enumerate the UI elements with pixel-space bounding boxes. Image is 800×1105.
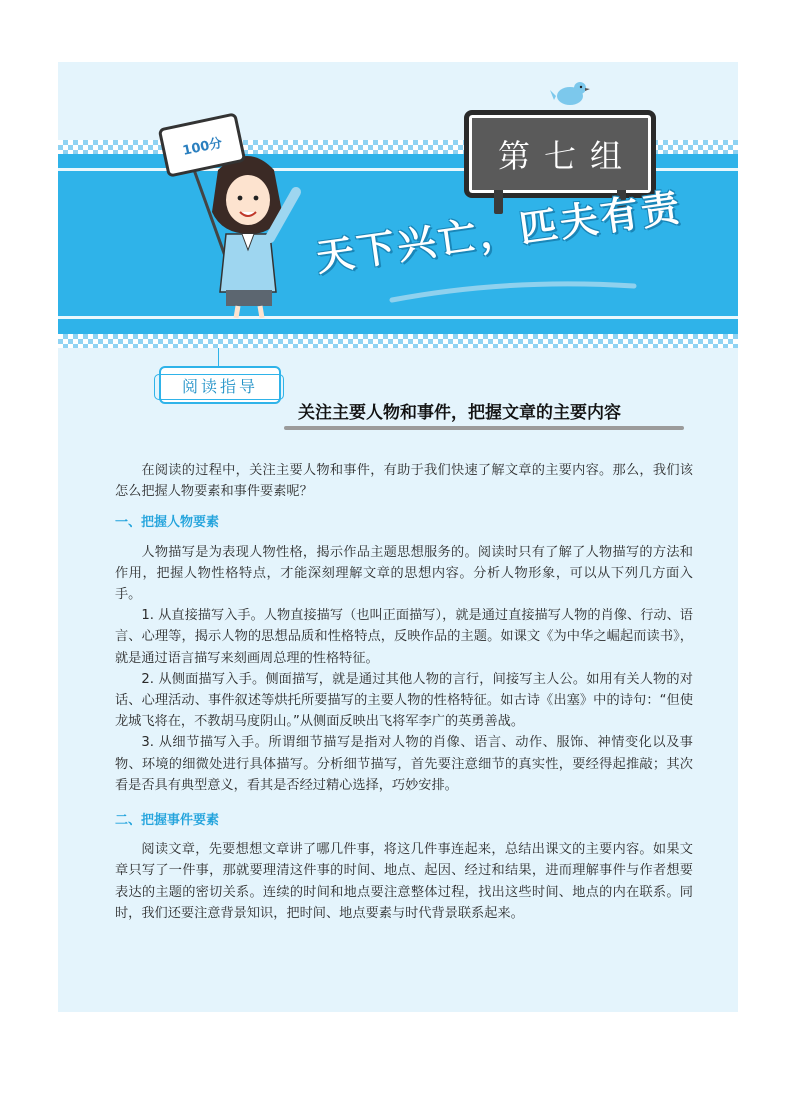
checker-border-bottom	[58, 334, 738, 348]
guide-title-bar	[284, 394, 704, 430]
characters-paragraph-1: 人物描写是为表现人物性格，揭示作品主题思想服务的。阅读时只有了解了人物描写的方法和作用，把握人物性格特点，才能深刻理解文章的思想内容。分析人物形象，可以从下列几方面入手。	[115, 544, 693, 603]
reading-guide-tag	[159, 366, 281, 404]
section-heading-events: 二、把握事件要素	[115, 813, 220, 829]
characters-paragraph-2: 1. 从直接描写入手。人物直接描写（也叫正面描写），就是通过直接描写人物的肖像、行动、语言、心理等，揭示人物的思想品质和性格特点，反映作品的主题。如课文《为中华之崛起而读书》，就是通过语言描写来刻画周总理的性格特征。	[115, 608, 693, 666]
slogan: 天下兴亡，匹夫有责	[313, 184, 685, 280]
tag-string	[218, 348, 219, 366]
events-paragraph-1: 阅读文章，先要想想文章讲了哪几件事，将这几件事连起来，总结出课文的主要内容。如果文章只写了一件事，那就要理清这件事的时间、地点、起因、经过和结果，进而理解事件与作者想要表达的主题的密切关系。连续的时间和地点要注意整体过程，找出这些时间、地点的内在联系。同时，我们还要注意背景知识，把时间、地点要素与时代背景联系起来。	[115, 842, 693, 921]
brush-stroke	[388, 280, 638, 304]
title-underline	[284, 426, 684, 430]
characters-paragraph-3: 2. 从侧面描写入手。侧面描写，就是通过其他人物的言行，间接写主人公。如用有关人物的对话、心理活动、事件叙述等烘托所要描写的主要人物的性格特征。如古诗《出塞》中的诗句：“但使龙城飞将在，不教胡马度阴山。”从侧面反映出飞将军李广的英勇善战。	[115, 671, 693, 730]
section-heading-characters: 一、把握人物要素	[115, 515, 220, 531]
page	[58, 62, 738, 1012]
article-body	[115, 460, 693, 924]
intro-paragraph: 在阅读的过程中，关注主要人物和事件，有助于我们快速了解文章的主要内容。那么，我们该怎么把握人物要素和事件要素呢？	[115, 463, 693, 500]
board-title: 第七组	[497, 137, 636, 175]
reading-guide-label: 阅读指导	[181, 376, 258, 396]
score-sign-text: 100分	[181, 135, 224, 159]
characters-paragraph-4: 3. 从细节描写入手。所谓细节描写是指对人物的肖像、语言、动作、服饰、神情变化以及事物、环境的细微处进行具体描写。分析细节描写，首先要注意细节的真实性，要经得起推敲；其次看是否具有典型意义，看其是否经过精心选择，巧妙安排。	[115, 735, 693, 793]
guide-title: 关注主要人物和事件，把握文章的主要内容	[298, 403, 621, 423]
bird-icon	[550, 78, 590, 108]
